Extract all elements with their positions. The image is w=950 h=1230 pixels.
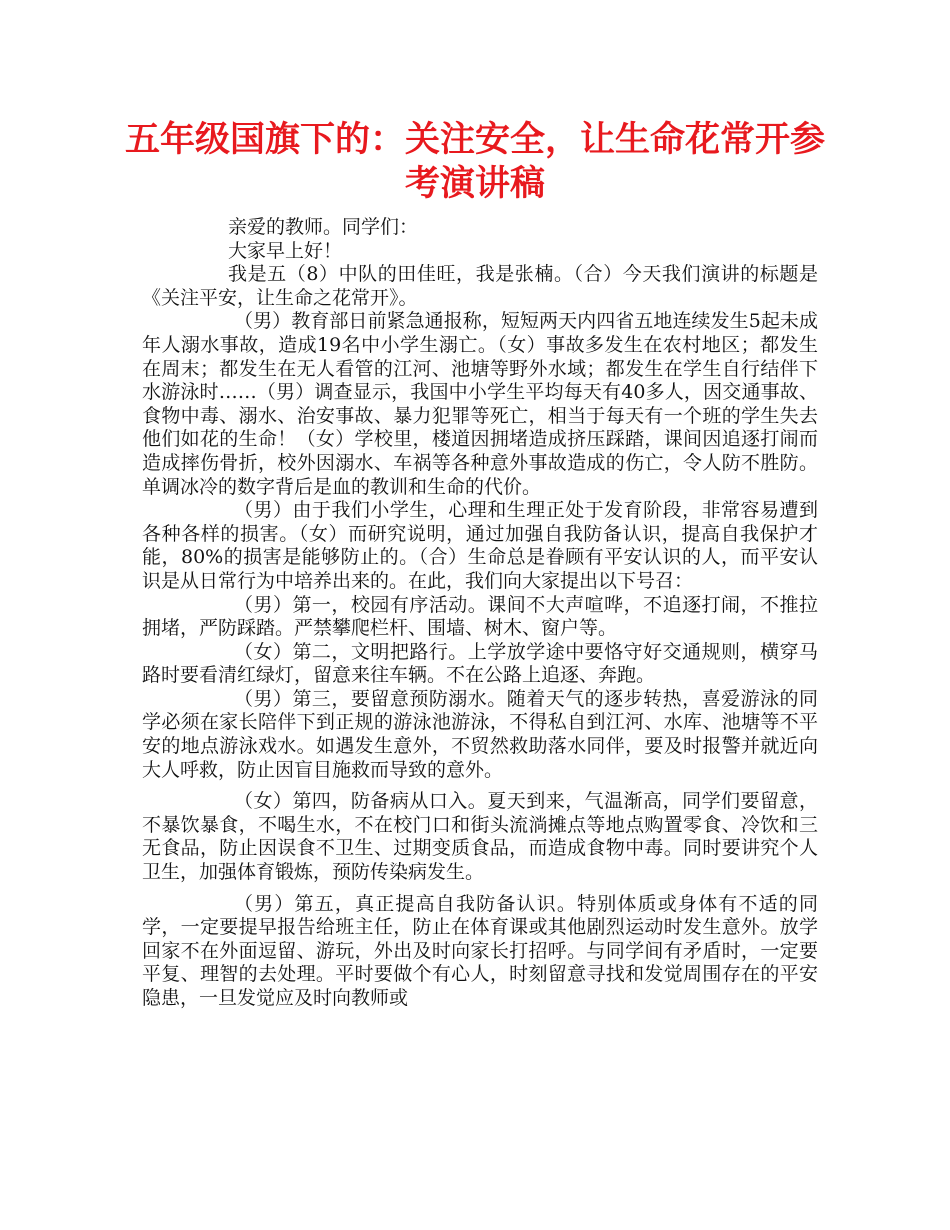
paragraph-fifth-awareness: （男）第五，真正提高自我防备认识。特别体质或身体有不适的同学，一定要提早报告给班主任，防止在体育课或其他剧烈运动时发生意外。放学回家不在外面逗留、游玩，外出及时向家长打招呼。与同学间有矛盾时，一定要平复、理智的去处理。平时要做个有心人，时刻留意寻找和发觉周围存在的平安隐患，一旦发觉应及时向教师或 [142, 892, 818, 1009]
paragraph-second-traffic: （女）第二，文明把路行。上学放学途中要恪守好交通规则，横穿马路时要看清红绿灯，留意来往车辆。不在公路上追逐、奔跑。 [142, 640, 818, 687]
paragraph-self-protection: （男）由于我们小学生，心理和生理正处于发育阶段，非常容易遭到各种各样的损害。（女）而研究说明，通过加强自我防备认识，提高自我保护才能，80%的损害是能够防止的。（合）生命总是眷顾有平安认识的人，而平安认识是从日常行为中培养出来的。在此，我们向大家提出以下号召： [142, 499, 818, 592]
document-title: 五年级国旗下的：关注安全，让生命花常开参考演讲稿 [124, 120, 825, 204]
greeting-line: 亲爱的教师。同学们： [228, 216, 419, 238]
document-body [142, 216, 818, 1011]
paragraph-intro: 我是五（8）中队的田佳旺，我是张楠。（合）今天我们演讲的标题是《关注平安，让生命之花常开》。 [142, 263, 818, 309]
paragraph-third-swimming: （男）第三，要留意预防溺水。随着天气的逐步转热，喜爱游泳的同学必须在家长陪伴下到正规的游泳池游泳，不得私自到江河、水库、池塘等不平安的地点游泳戏水。如遇发生意外，不贸然救助落水同伴，要及时报警并就近向大人呼救，防止因盲目施救而导致的意外。 [142, 687, 818, 781]
paragraph-drowning-report: （男）教育部日前紧急通报称，短短两天内四省五地连续发生5起未成年人溺水事故，造成19名中小学生溺亡。（女）事故多发生在农村地区；都发生在周末；都发生在无人看管的江河、池塘等野外水域；都发生在学生自行结伴下水游泳时……（男）调查显示，我国中小学生平均每天有40多人，因交通事故、食物中毒、溺水、治安事故、暴力犯罪等死亡，相当于每天有一个班的学生失去他们如花的生命！（女）学校里，楼道因拥堵造成挤压踩踏，课间因追逐打闹而造成摔伤骨折，校外因溺水、车祸等各种意外事故造成的伤亡，令人防不胜防。单调冰冷的数字背后是血的教训和生命的代价。 [142, 310, 818, 498]
paragraph-fourth-food: （女）第四，防备病从口入。夏天到来，气温渐高，同学们要留意，不暴饮暴食，不喝生水，不在校门口和街头流淌摊点等地点购置零食、冷饮和三无食品，防止因误食不卫生、过期变质食品，而造成食物中毒。同时要讲究个人卫生，加强体育锻炼，预防传染病发生。 [142, 790, 818, 884]
paragraph-first-campus: （男）第一，校园有序活动。课间不大声喧哗，不追逐打闹，不推拉拥堵，严防踩踏。严禁攀爬栏杆、围墙、树木、窗户等。 [142, 593, 818, 640]
greeting-morning: 大家早上好！ [228, 239, 343, 262]
